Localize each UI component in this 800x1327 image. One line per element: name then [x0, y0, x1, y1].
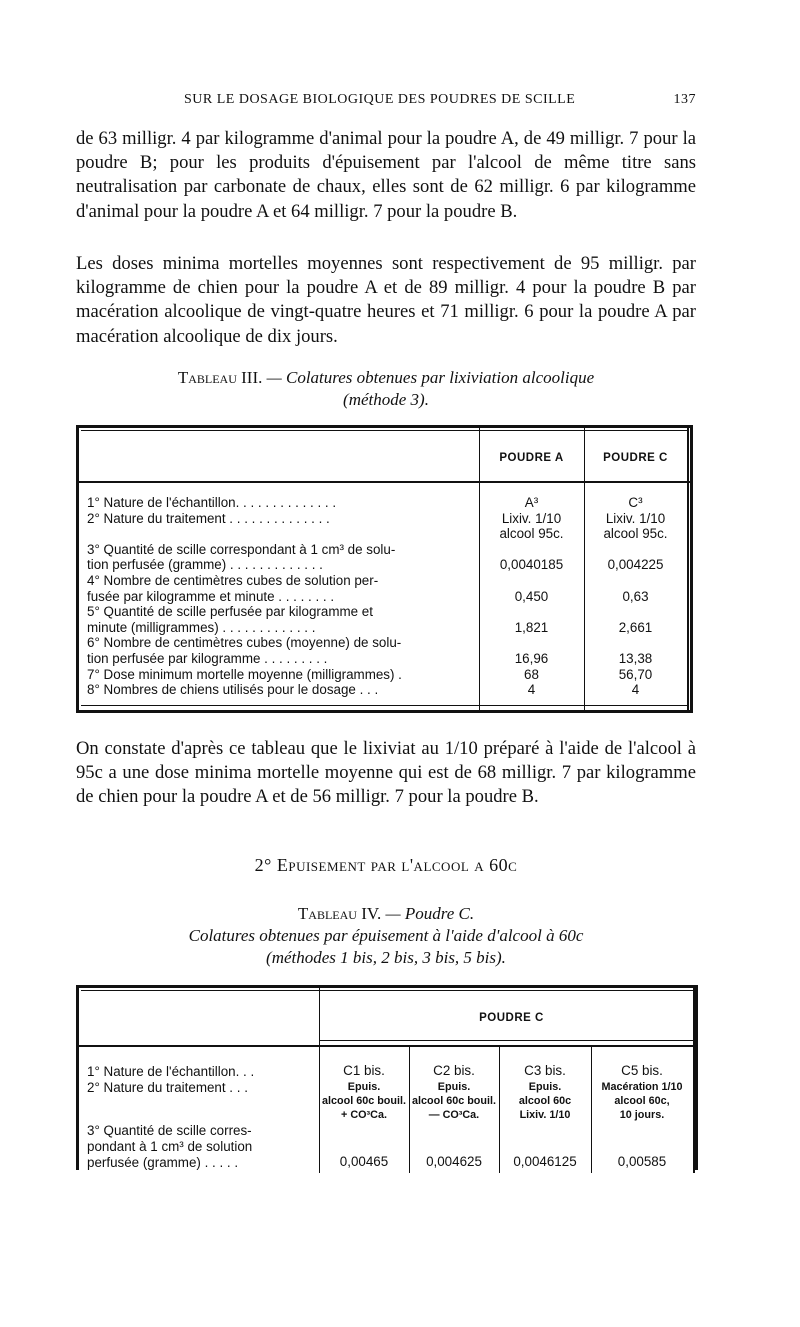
table-3-row-label: 8° Nombres de chiens utilisés pour le dosage . . .: [87, 682, 379, 698]
table-3-cell-poudre-a: alcool 95c.: [499, 526, 564, 542]
table-3-caption: [76, 367, 696, 411]
table-3-cell-poudre-a: 68: [524, 666, 539, 682]
table-3-cell-poudre-c: C³: [628, 495, 643, 510]
table-4-group-header: POUDRE C: [479, 1012, 544, 1024]
table-3: [76, 425, 693, 713]
table-4-treatment-cell: — CO³Ca.: [428, 1109, 480, 1121]
table-3-label: Tableau III.: [177, 368, 263, 387]
table-4-treatment-cell: alcool 60c bouil.: [412, 1095, 496, 1107]
table-3-cell-poudre-c: alcool 95c.: [603, 526, 668, 542]
table-3-row-label: 5° Quantité de scille perfusée par kilogramme et: [87, 604, 373, 620]
table-4-sample-cell: C1 bis.: [343, 1063, 385, 1078]
table-4-sample-cell: C3 bis.: [524, 1063, 566, 1078]
table-4-treatment-cell: alcool 60c,: [614, 1095, 670, 1107]
page-number: 137: [673, 92, 696, 107]
table-3-row-label: 4° Nombre de centimètres cubes de solution per-: [87, 573, 379, 588]
table-3-row-label: 6° Nombre de centimètres cubes (moyenne) de solu-: [87, 635, 402, 651]
table-4-treatment-cell: Epuis.: [347, 1081, 381, 1093]
table-3-title: — Colatures obtenues par lixiviation alcoolique: [266, 368, 595, 387]
table-3-cell-poudre-c: 2,661: [618, 619, 653, 635]
table-4-quantity-cell: 0,004625: [426, 1154, 482, 1169]
table-4-caption-line3: (méthodes 1 bis, 2 bis, 3 bis, 5 bis).: [266, 948, 506, 967]
table-4-row-label: 1° Nature de l'échantillon. . .: [87, 1064, 255, 1079]
table-3-row-label: 7° Dose minimum mortelle moyenne (milligrammes) .: [87, 666, 402, 682]
table-3-cell-poudre-a: 0,450: [514, 588, 549, 604]
table-3-cell-poudre-c: Lixiv. 1/10: [605, 510, 666, 526]
table-3-row-label: 1° Nature de l'échantillon. . . . . . . . . . . . . .: [87, 495, 337, 510]
table-4-sample-cell: C5 bis.: [621, 1063, 663, 1078]
table-3-row-label: fusée par kilogramme et minute . . . . . . . .: [87, 588, 335, 604]
table-4-caption: [76, 903, 696, 969]
table-4-row-label: perfusée (gramme) . . . . .: [87, 1155, 239, 1170]
table-4-treatment-cell: alcool 60c bouil.: [322, 1095, 406, 1107]
table-3-cell-poudre-c: 4: [631, 682, 640, 698]
running-head: [76, 92, 696, 114]
table-3-cell-poudre-c: 13,38: [618, 651, 653, 666]
table-4-row-label: 3° Quantité de scille corres-: [87, 1123, 252, 1138]
table-3-cell-poudre-a: 16,96: [514, 651, 549, 666]
table-4-row-label: pondant à 1 cm³ de solution: [87, 1139, 253, 1154]
paragraph-2: Les doses minima mortelles moyennes sont respectivement de 95 milligr. par kilogramme de chien pour la poudre A et de 89 milligr. 4 pour la poudre B par macération alcoolique de vingt-quatre heures et 71 milligr. 6 pour la poudre A par macération alcoolique de dix jours.: [76, 253, 696, 347]
table-4-quantity-cell: 0,00585: [617, 1154, 667, 1169]
table-3-row-label: tion perfusée (gramme) . . . . . . . . . . . . .: [87, 557, 323, 573]
table-4-treatment-cell: Lixiv. 1/10: [519, 1109, 571, 1121]
table-3-cell-poudre-c: 56,70: [618, 666, 653, 682]
table-3-header-c: POUDRE C: [603, 452, 668, 464]
section-heading: 2° Epuisement par l'alcool a 60c: [254, 855, 518, 875]
table-4-row-label: 2° Nature du traitement . . .: [87, 1080, 248, 1095]
table-3-method: (méthode 3).: [343, 390, 429, 409]
table-3-cell-poudre-a: 0,0040185: [499, 557, 564, 573]
table-4-treatment-cell: + CO³Ca.: [341, 1109, 387, 1121]
table-3-cell-poudre-c: 0,63: [622, 588, 649, 604]
table-4-treatment-cell: Epuis.: [528, 1081, 562, 1093]
table-3-cell-poudre-a: A³: [524, 495, 539, 510]
table-3-row-label: tion perfusée par kilogramme . . . . . . . . .: [87, 651, 328, 666]
table-4: [76, 985, 698, 1170]
table-3-cell-poudre-a: 1,821: [514, 619, 549, 635]
table-4-sample-cell: C2 bis.: [433, 1063, 475, 1078]
table-4-quantity-cell: 0,0046125: [513, 1154, 577, 1169]
table-4-title: — Poudre C.: [385, 904, 475, 923]
table-3-cell-poudre-a: 4: [527, 682, 536, 698]
table-4-treatment-cell: Epuis.: [437, 1081, 471, 1093]
table-4-label: Tableau IV.: [297, 904, 382, 923]
table-3-header-a: POUDRE A: [499, 452, 564, 464]
table-4-treatment-cell: alcool 60c: [518, 1095, 572, 1107]
table-4-treatment-cell: 10 jours.: [619, 1109, 665, 1121]
table-4-quantity-cell: 0,00465: [339, 1154, 389, 1169]
table-3-row-label: 3° Quantité de scille correspondant à 1 cm³ de solu-: [87, 541, 396, 557]
table-3-cell-poudre-c: 0,004225: [607, 557, 664, 573]
paragraph-1: de 63 milligr. 4 par kilogramme d'animal pour la poudre A, de 49 milligr. 7 pour la poudre B; pour les produits d'épuisement par l'alcool de même titre sans neutralisation par carbonate de chaux, elles sont de 62 milligr. 6 par kilogramme d'animal pour la poudre A et 64 milligr. 7 pour la poudre B.: [76, 128, 696, 222]
running-title: SUR LE DOSAGE BIOLOGIQUE DES POUDRES DE SCILLE: [184, 92, 576, 107]
table-4-caption-line2: Colatures obtenues par épuisement à l'aide d'alcool à 60c: [188, 926, 584, 945]
table-3-cell-poudre-a: Lixiv. 1/10: [501, 510, 562, 526]
table-3-row-label: 2° Nature du traitement . . . . . . . . . . . . . .: [87, 510, 330, 526]
table-3-row-label: minute (milligrammes) . . . . . . . . . . . . .: [87, 619, 316, 635]
table-4-treatment-cell: Macération 1/10: [601, 1081, 683, 1093]
paragraph-3: On constate d'après ce tableau que le lixiviat au 1/10 préparé à l'aide de l'alcool à 95c a une dose minima mortelle moyenne qui est de 68 milligr. 7 par kilogramme de chien pour la poudre A et de 56 milligr. 7 pour la poudre B.: [76, 738, 696, 808]
